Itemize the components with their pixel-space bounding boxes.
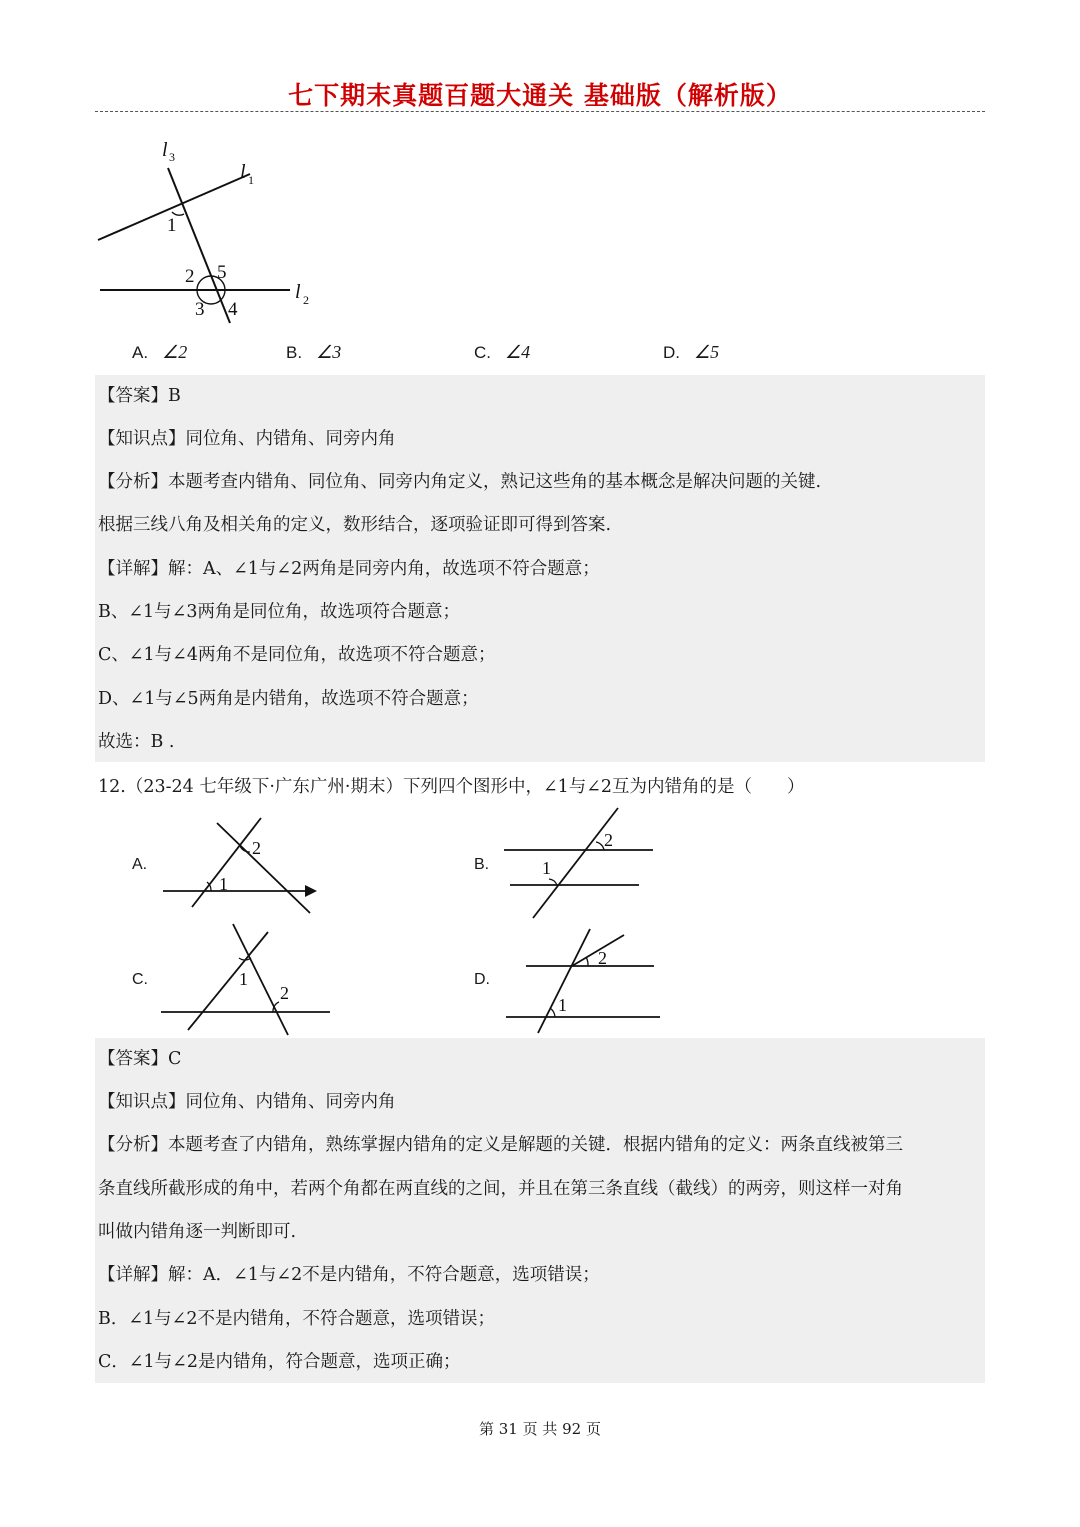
q12-option-d-label: D. xyxy=(474,971,490,988)
angle-2-label: 2 xyxy=(185,266,195,287)
label-l3-sub: 3 xyxy=(169,150,175,164)
choice-line: 故选：B . xyxy=(98,732,175,752)
label-l2: l xyxy=(295,281,301,303)
q12-option-b-label: B. xyxy=(474,856,490,873)
label-l2-sub: 2 xyxy=(303,293,309,307)
fig-c-angle-1: 1 xyxy=(239,969,248,989)
q12-figure-c xyxy=(155,922,335,1040)
analysis-line-12-3: 叫做内错角逐一判断即可. xyxy=(98,1222,297,1242)
angle-4-label: 4 xyxy=(228,299,238,320)
detail-line-12-b: B．∠1与∠2不是内错角，不符合题意，选项错误； xyxy=(98,1309,495,1329)
option-b: B. ∠3 xyxy=(286,342,342,362)
fig-a-angle-1: 1 xyxy=(219,874,228,894)
analysis-line-12: 【分析】本题考查了内错角，熟练掌握内错角的定义是解题的关键．根据内错角的定义：两条直线被第三 xyxy=(98,1135,903,1155)
detail-line-c: C、∠1与∠4两角不是同位角，故选项不符合题意； xyxy=(98,645,496,665)
q12-figure-d xyxy=(500,925,670,1037)
option-c: C. ∠4 xyxy=(474,342,531,362)
knowledge-line: 【知识点】同位角、内错角、同旁内角 xyxy=(98,429,396,449)
detail-line-d: D、∠1与∠5两角是内错角，故选项不符合题意； xyxy=(98,689,479,709)
fig-a-angle-2: 2 xyxy=(252,838,261,858)
label-l3: l xyxy=(162,139,168,161)
answer-line: 【答案】B xyxy=(98,386,181,406)
q12-option-c-label: C. xyxy=(132,971,148,988)
header-divider xyxy=(95,111,985,112)
fig-b-angle-2: 2 xyxy=(604,830,613,850)
detail-line-b: B、∠1与∠3两角是同位角，故选项符合题意； xyxy=(98,602,460,622)
q12-figure-a xyxy=(155,815,325,915)
detail-line: 【详解】解：A、∠1与∠2两角是同旁内角，故选项不符合题意； xyxy=(98,559,600,579)
label-l1: l xyxy=(240,161,246,183)
analysis-line-2: 根据三线八角及相关角的定义，数形结合，逐项验证即可得到答案. xyxy=(98,515,612,535)
angle-1-label: 1 xyxy=(167,215,177,236)
analysis-line-12-2: 条直线所截形成的角中，若两个角都在两直线的之间，并且在第三条直线（截线）的两旁，则这样一对角 xyxy=(98,1179,903,1199)
angle-5-label: 5 xyxy=(217,262,227,283)
figure-three-lines xyxy=(90,130,330,330)
label-l1-sub: 1 xyxy=(248,173,254,187)
knowledge-line-12: 【知识点】同位角、内错角、同旁内角 xyxy=(98,1092,396,1112)
fig-b-angle-1: 1 xyxy=(542,858,551,878)
q12-option-a-label: A. xyxy=(132,856,148,873)
option-a: A. ∠2 xyxy=(132,342,188,362)
option-d: D. ∠5 xyxy=(663,342,720,362)
question-12-stem: 12.（23-24 七年级下·广东广州·期末）下列四个图形中，∠1与∠2互为内错角的是（ ） xyxy=(98,777,805,797)
detail-line-12-c: C．∠1与∠2是内错角，符合题意，选项正确； xyxy=(98,1352,461,1372)
page-title: 七下期末真题百题大通关 基础版（解析版） xyxy=(288,81,792,110)
q12-figure-b xyxy=(500,805,660,920)
answer-line-12: 【答案】C xyxy=(98,1049,182,1069)
detail-line-12: 【详解】解：A．∠1与∠2不是内错角，不符合题意，选项错误； xyxy=(98,1265,600,1285)
page-number: 第 31 页 共 92 页 xyxy=(478,1420,601,1438)
angle-3-label: 3 xyxy=(195,299,205,320)
fig-d-angle-2: 2 xyxy=(598,948,607,968)
fig-d-angle-1: 1 xyxy=(558,995,567,1015)
fig-c-angle-2: 2 xyxy=(280,983,289,1003)
analysis-line: 【分析】本题考查内错角、同位角、同旁内角定义，熟记这些角的基本概念是解决问题的关键. xyxy=(98,472,822,492)
